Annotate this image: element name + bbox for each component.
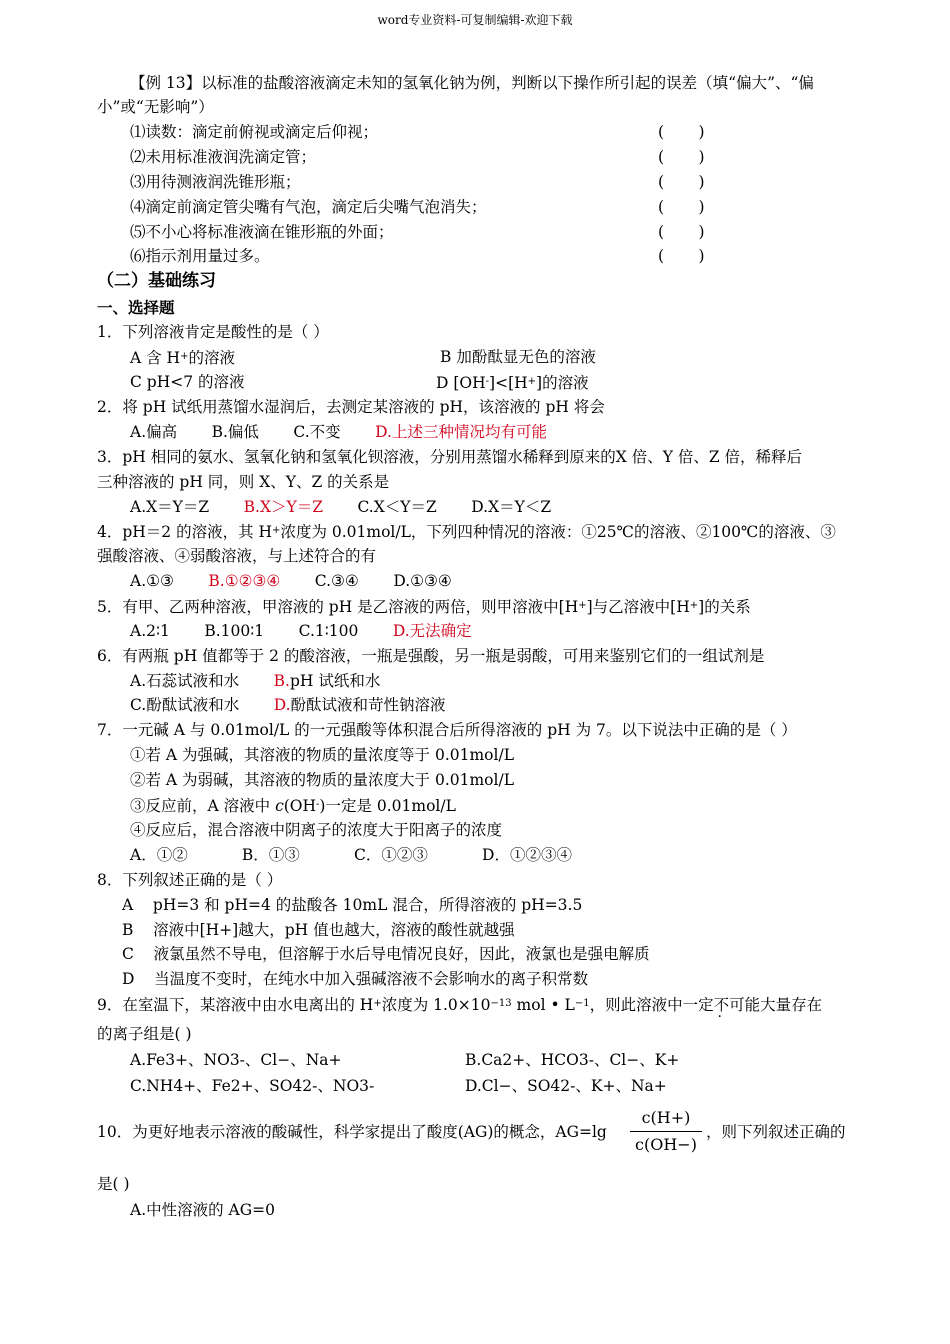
q7-statement-2: ②若 A 为弱碱，其溶液的物质的量浓度大于 0.01mol/L bbox=[130, 771, 514, 789]
subsection-title: 一、选择题 bbox=[97, 298, 175, 317]
example-line2: 小”或“无影响”） bbox=[97, 98, 214, 116]
q9-option-b: B.Ca2+、HCO3-、Cl−、K+ bbox=[465, 1051, 680, 1069]
answer-blank-2[interactable]: ( ) bbox=[658, 148, 705, 166]
q8-option-a: A pH=3 和 pH=4 的盐酸各 10mL 混合，所得溶液的 pH=3.5 bbox=[122, 896, 583, 914]
q5-stem: 5．有甲、乙两种溶液，甲溶液的 pH 是乙溶液的两倍，则甲溶液中[H+]与乙溶液中[H+]的关系 bbox=[97, 598, 751, 616]
q1-option-b: B 加酚酞显无色的溶液 bbox=[440, 348, 596, 366]
answer-blank-5[interactable]: ( ) bbox=[658, 223, 705, 241]
q4-stem-line1: 4．pH＝2 的溶液，其 H+浓度为 0.01mol/L，下列四种情况的溶液：①25℃的溶液、②100℃的溶液、③ bbox=[97, 523, 836, 541]
ag-fraction bbox=[630, 1106, 702, 1157]
fraction-numerator: c(H+) bbox=[641, 1108, 691, 1127]
q3-answer: B.X＞Y＝Z bbox=[243, 498, 324, 516]
section-title: （二）基础练习 bbox=[97, 271, 216, 291]
q10-option-a: A.中性溶液的 AG=0 bbox=[130, 1201, 275, 1219]
q4-stem-line2: 强酸溶液、④弱酸溶液，与上述符合的有 bbox=[97, 547, 377, 565]
fraction-denominator: c(OH−) bbox=[635, 1135, 697, 1154]
q2-answer: D.上述三种情况均有可能 bbox=[375, 423, 547, 441]
answer-blank-6[interactable]: ( ) bbox=[658, 247, 705, 265]
q3-stem-line2: 三种溶液的 pH 同，则 X、Y、Z 的关系是 bbox=[97, 473, 390, 491]
q9-emphasis: 一定不可能 · bbox=[683, 995, 761, 1015]
answer-blank-3[interactable]: ( ) bbox=[658, 173, 705, 191]
example-item-6: ⑹指示剂用量过多。 bbox=[130, 247, 270, 265]
q6-options-cd: C.酚酞试液和水 D.酚酞试液和苛性钠溶液 bbox=[130, 696, 446, 714]
q7-statement-3: ③反应前，A 溶液中 c(OH-)一定是 0.01mol/L bbox=[130, 797, 456, 815]
example-item-5: ⑸不小心将标准液滴在锥形瓶的外面； bbox=[130, 223, 394, 241]
example-item-1: ⑴读数：滴定前俯视或滴定后仰视； bbox=[130, 123, 379, 141]
q9-option-a: A.Fe3+、NO3-、Cl−、Na+ bbox=[130, 1051, 342, 1069]
q8-option-d: D 当温度不变时，在纯水中加入强碱溶液不会影响水的离子积常数 bbox=[122, 970, 589, 988]
fraction-bar bbox=[630, 1131, 702, 1132]
q8-option-b: B 溶液中[H+]越大，pH 值也越大，溶液的酸性就越强 bbox=[122, 921, 515, 939]
q7-statement-1: ①若 A 为强碱，其溶液的物质的量浓度等于 0.01mol/L bbox=[130, 746, 514, 764]
page-header: word专业资料-可复制编辑-欢迎下载 bbox=[377, 13, 573, 27]
q5-options: A.2∶1 B.100∶1 C.1∶100 D.无法确定 bbox=[130, 622, 472, 640]
example-line1: 【例 13】以标准的盐酸溶液滴定未知的氢氧化钠为例，判断以下操作所引起的误差（填“偏大”、“偏 bbox=[130, 74, 814, 92]
q9-stem-line2: 的离子组是( ) bbox=[97, 1025, 192, 1043]
q1-option-c: C pH<7 的溶液 bbox=[130, 373, 245, 391]
q7-statement-4: ④反应后，混合溶液中阴离子的浓度大于阳离子的浓度 bbox=[130, 821, 503, 839]
q2-options: A.偏高 B.偏低 C.不变 D.上述三种情况均有可能 bbox=[130, 423, 547, 441]
q1-option-d: D [OH-]<[H+]的溶液 bbox=[436, 374, 589, 392]
answer-blank-1[interactable]: ( ) bbox=[658, 123, 705, 141]
q10-stem-tail: ，则下列叙述正确的 bbox=[706, 1123, 846, 1141]
example-item-4: ⑷滴定前滴定管尖嘴有气泡，滴定后尖嘴气泡消失； bbox=[130, 198, 487, 216]
q5-answer: D.无法确定 bbox=[392, 622, 472, 640]
q4-options: A.①③ B.①②③④ C.③④ D.①③④ bbox=[130, 572, 452, 590]
example-item-3: ⑶用待测液润洗锥形瓶； bbox=[130, 173, 301, 191]
q1-option-a: A 含 H+的溶液 bbox=[130, 349, 235, 367]
q9-option-c: C.NH4+、Fe2+、SO42-、NO3- bbox=[130, 1077, 375, 1095]
q10-stem-line2: 是( ) bbox=[97, 1175, 130, 1193]
q9-stem-line1: 9．在室温下，某溶液中由水电离出的 H+浓度为 $1.0\times 10^{-13}$ mol • $L^{-1}$，则此溶液中一定不可能 ·大量存在 bbox=[97, 994, 822, 1015]
q6-answer: B. bbox=[273, 672, 290, 690]
q8-option-c: C 液氯虽然不导电，但溶解于水后导电情况良好，因此，液氯也是强电解质 bbox=[122, 945, 650, 963]
q3-stem-line1: 3．pH 相同的氨水、氢氧化钠和氢氧化钡溶液，分别用蒸馏水稀释到原来的X 倍、Y 倍、Z 倍，稀释后 bbox=[97, 448, 803, 466]
q10-stem: 10．为更好地表示溶液的酸碱性，科学家提出了酸度(AG)的概念，AG=lg bbox=[97, 1123, 607, 1141]
q2-stem: 2．将 pH 试纸用蒸馏水湿润后，去测定某溶液的 pH，该溶液的 pH 将会 bbox=[97, 398, 605, 416]
q4-answer: B.①②③④ bbox=[208, 572, 281, 590]
q3-options: A.X＝Y＝Z B.X＞Y＝Z C.X＜Y＝Z D.X＝Y＜Z bbox=[130, 498, 552, 516]
q7-options: A．①② B．①③ C．①②③ D．①②③④ bbox=[130, 846, 572, 864]
q8-stem: 8．下列叙述正确的是（ ） bbox=[97, 871, 283, 889]
q6-stem: 6．有两瓶 pH 值都等于 2 的酸溶液，一瓶是强酸，另一瓶是弱酸，可用来鉴别它们的一组试剂是 bbox=[97, 647, 765, 665]
q9-option-d: D.Cl−、SO42-、K+、Na+ bbox=[465, 1077, 667, 1095]
q1-stem: 1．下列溶液肯定是酸性的是（ ） bbox=[97, 323, 329, 341]
example-item-2: ⑵未用标准液润洗滴定管； bbox=[130, 148, 317, 166]
q6-options-ab: A.石蕊试液和水 B.pH 试纸和水 bbox=[130, 672, 381, 690]
answer-blank-4[interactable]: ( ) bbox=[658, 198, 705, 216]
q7-stem: 7．一元碱 A 与 0.01mol/L 的一元强酸等体积混合后所得溶液的 pH 为 7。以下说法中正确的是（ ） bbox=[97, 721, 797, 739]
